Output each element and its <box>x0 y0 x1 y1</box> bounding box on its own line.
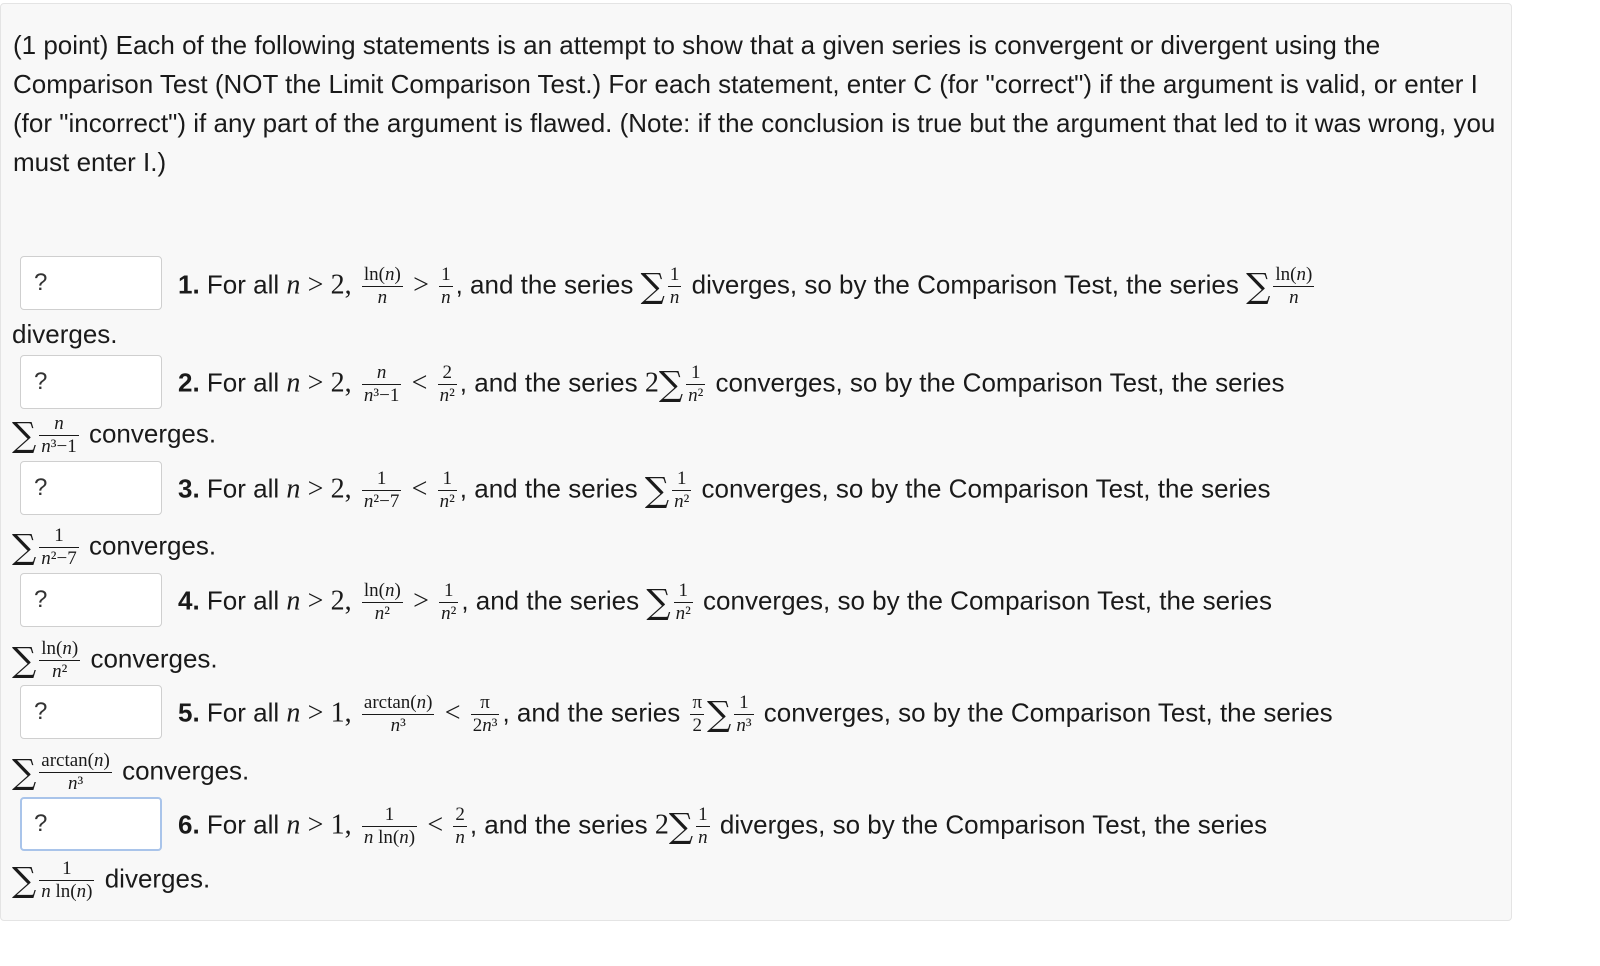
comparison-series: $\frac{1}{n}$ <box>669 264 680 308</box>
inequality-lhs: $\frac{\ln(n)}{\text{n²}}$ <box>363 580 401 624</box>
comparison-series: $\frac{1}{\text{n²}}$ <box>688 362 704 406</box>
comparison-series: $\frac{1}{\text{n²}}$ <box>674 468 690 512</box>
inequality-rhs: $\frac{1}{\text{n²}}$ <box>441 580 457 624</box>
comparison-series: $\frac{1}{\text{n²}}$ <box>675 580 691 624</box>
conclusion-2: ∑ $\frac{n}{\text{n³−1}}$ converges. <box>12 413 217 457</box>
statement-4: 4. For all n > 2, $\frac{\ln(n)}{\text{n²}}$ > $\frac{1}{\text{n²}}$ , and the series ∑ $\frac{1}{\text{n²}}$ converges, so by the Comparison Test, the series <box>178 580 1272 624</box>
inequality-lhs: $\frac{1}{\text{n ln(n)}}$ <box>363 804 416 848</box>
statement-2: 2. For all n > 2, $\frac{n}{\text{n³−1}}$ < $\frac{2}{\text{n²}}$ , and the series 2∑ $\frac{1}{\text{n²}}$ converges, so by the Comparison Test, the series <box>178 362 1285 406</box>
inequality-rhs: $\frac{\pi}{\text{2n³}}$ <box>472 692 498 736</box>
comparison-series: $\frac{1}{n}$ <box>698 804 708 848</box>
item-number: 6. <box>178 809 200 840</box>
conclusion-4: ∑ $\frac{\ln(n)}{\text{n²}}$ converges. <box>12 638 218 682</box>
answer-input-5[interactable]: ? <box>20 685 162 739</box>
problem-intro: (1 point) Each of the following statements is an attempt to show that a given series is convergent or divergent using the Comparison Test (NOT the Limit Comparison Test.) For each statement, enter C (for "correct") if the argument is valid, or enter I (for "incorrect") if any part of the argument is flawed. (Note: if the conclusion is true but the argument that led to it was wrong, you must enter I.) <box>13 30 1496 177</box>
target-series: $\frac{\arctan(n)}{\text{n³}}$ <box>41 750 110 794</box>
target-series: $\frac{1}{\text{n ln(n)}}$ <box>41 858 93 902</box>
series-coefficient: $\frac{\pi}{2}$ <box>692 692 703 736</box>
statement-6: 6. For all n > 1, $\frac{1}{\text{n ln(n)}}$ < $\frac{2}{n}$ , and the series 2∑ $\frac{1}{n}$ diverges, so by the Comparison Test, the series <box>178 804 1268 848</box>
target-series: $\frac{n}{\text{n³−1}}$ <box>41 413 77 457</box>
item-number: 2. <box>178 367 200 398</box>
conclusion-5: ∑ $\frac{\arctan(n)}{\text{n³}}$ converges. <box>12 750 250 794</box>
inequality-lhs: $\frac{\ln(n)}{n}$ <box>363 264 401 308</box>
answer-input-3[interactable]: ? <box>20 461 162 515</box>
target-series: $\frac{\ln(n)}{n}$ <box>1275 264 1313 308</box>
answer-input-4[interactable]: ? <box>20 573 162 627</box>
statement-1: 1. For all n > 2, $\frac{\ln(n)}{n}$ > $\frac{1}{n}$ , and the series ∑ $\frac{1}{n}$ diverges, so by the Comparison Test, the series ∑ $\frac{\ln(n)}{n}$ <box>178 264 1313 308</box>
item-number: 3. <box>178 473 200 504</box>
inequality-rhs: $\frac{2}{n}$ <box>455 804 465 848</box>
target-series: $\frac{1}{\text{n²−7}}$ <box>41 525 77 569</box>
inequality-lhs: $\frac{1}{\text{n²−7}}$ <box>363 468 400 512</box>
target-series: $\frac{\ln(n)}{\text{n²}}$ <box>41 638 79 682</box>
inequality-lhs: $\frac{\arctan(n)}{\text{n³}}$ <box>363 692 433 736</box>
answer-input-2[interactable]: ? <box>20 355 162 409</box>
statement-3: 3. For all n > 2, $\frac{1}{\text{n²−7}}$ < $\frac{1}{\text{n²}}$ , and the series ∑ $\frac{1}{\text{n²}}$ converges, so by the Comparison Test, the series <box>178 468 1271 512</box>
item-number: 1. <box>178 269 200 300</box>
inequality-rhs: $\frac{1}{n}$ <box>441 264 451 308</box>
inequality-lhs: $\frac{n}{\text{n³−1}}$ <box>363 362 400 406</box>
inequality-rhs: $\frac{1}{\text{n²}}$ <box>439 468 455 512</box>
comparison-series: $\frac{1}{\text{n³}}$ <box>736 692 752 736</box>
conclusion-6: ∑ $\frac{1}{\text{n ln(n)}}$ diverges. <box>12 858 211 902</box>
statement-5: 5. For all n > 1, $\frac{\arctan(n)}{\text{n³}}$ < $\frac{\pi}{\text{2n³}}$ , and the series $\frac{\pi}{2}$ ∑ $\frac{1}{\text{n³}}$ converges, so by the Comparison Test, the series <box>178 692 1333 736</box>
item-number: 4. <box>178 585 200 616</box>
item-number: 5. <box>178 697 200 728</box>
inequality-rhs: $\frac{2}{\text{n²}}$ <box>439 362 455 406</box>
answer-input-6[interactable]: ? <box>20 797 162 851</box>
answer-input-1[interactable]: ? <box>20 256 162 310</box>
conclusion-3: ∑ $\frac{1}{\text{n²−7}}$ converges. <box>12 525 217 569</box>
conclusion-1: diverges. <box>12 319 118 349</box>
